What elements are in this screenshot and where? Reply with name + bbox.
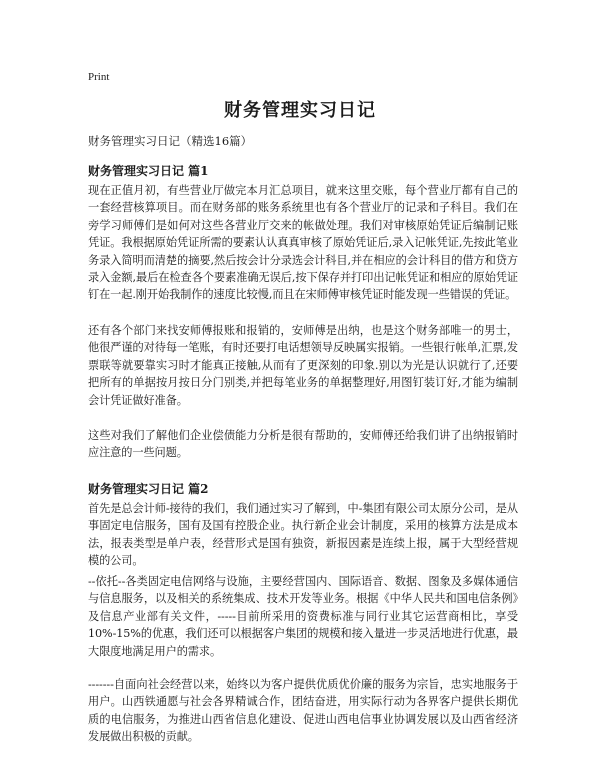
print-link[interactable]: Print <box>88 71 110 83</box>
paragraph: -------自面向社会经营以来，始终以为客户提供优质优价廉的服务为宗旨，忠实地服务于用户。山西铁通愿与社会各界精诚合作，团结奋进，用实际行动为各界客户提供长期优质的电信服务，为推进山西省信息化建设、促进山西电信事业协调发展以及山西省经济发展做出积极的贡献。 <box>88 678 518 744</box>
page-title: 财务管理实习日记 <box>224 100 376 121</box>
section-heading-2: 财务管理实习日记 篇2 <box>88 482 209 496</box>
paragraph: 这些对我们了解他们企业偿债能力分析是很有帮助的，安师傅还给我们讲了出纳报销时应注意的一些问题。 <box>88 429 518 460</box>
paragraph: 现在正值月初，有些营业厅做完本月汇总项目，就来这里交账，每个营业厅都有自己的一套经营核算项目。而在财务部的账务系统里也有各个营业厅的记录和子科目。我们在旁学习师傅们是如何对这些各营业厅交来的帐做处理。我们对审核原始凭证后编制记账凭证。我根据原始凭证所需的要素认认真真审核了原始凭证后,录入记帐凭证,先按此笔业务录入简明而清楚的摘要,然后按会计分录选会计科目,并在相应的会计科目的借方和贷方录入金额,最后在检查各个要素准确无误后,按下保存并打印出记帐凭证和相应的原始凭证钉在一起.刚开始我制作的速度比较慢,而且在宋师傅审核凭证时能发现一些错误的凭证。 <box>88 184 518 302</box>
paragraph: 还有各个部门来找安师傅报账和报销的，安师傅是出纳，也是这个财务部唯一的男士，他很严谨的对待每一笔账，有时还要打电话想领导反映属实报销。一些银行帐单,汇票,发票联等就要靠实习时才能真正接触,从而有了更深刻的印象.别以为光是认识就行了,还要把所有的单据按月按日分门别类,并把每笔业务的单据整理好,用图钉装订好,才能为编制会计凭证做好准备。 <box>88 324 518 407</box>
document-subtitle: 财务管理实习日记（精选16篇） <box>88 134 253 148</box>
paragraph: --依托--各类固定电信网络与设施，主要经营国内、国际语音、数据、图象及多媒体通信与信息服务，以及相关的系统集成、技术开发等业务。根据《中华人民共和国电信条例》及信息产业部有关文件，-----目前所采用的资费标准与同行业其它运营商相比，享受10%-15%的优惠，我们还可以根据客户集团的规模和接入量进一步灵活地进行优惠，最大限度地满足用户的需求。 <box>88 575 518 658</box>
paragraph: 首先是总会计师-接待的我们，我们通过实习了解到，中-集团有限公司太原分公司，是从事固定电信服务，国有及国有控股企业。执行新企业会计制度，采用的核算方法是成本法，报表类型是单户表，经营形式是国有独资，新报因素是连续上报，属于大型经营规模的公司。 <box>88 502 518 568</box>
section-heading-1: 财务管理实习日记 篇1 <box>88 164 209 178</box>
